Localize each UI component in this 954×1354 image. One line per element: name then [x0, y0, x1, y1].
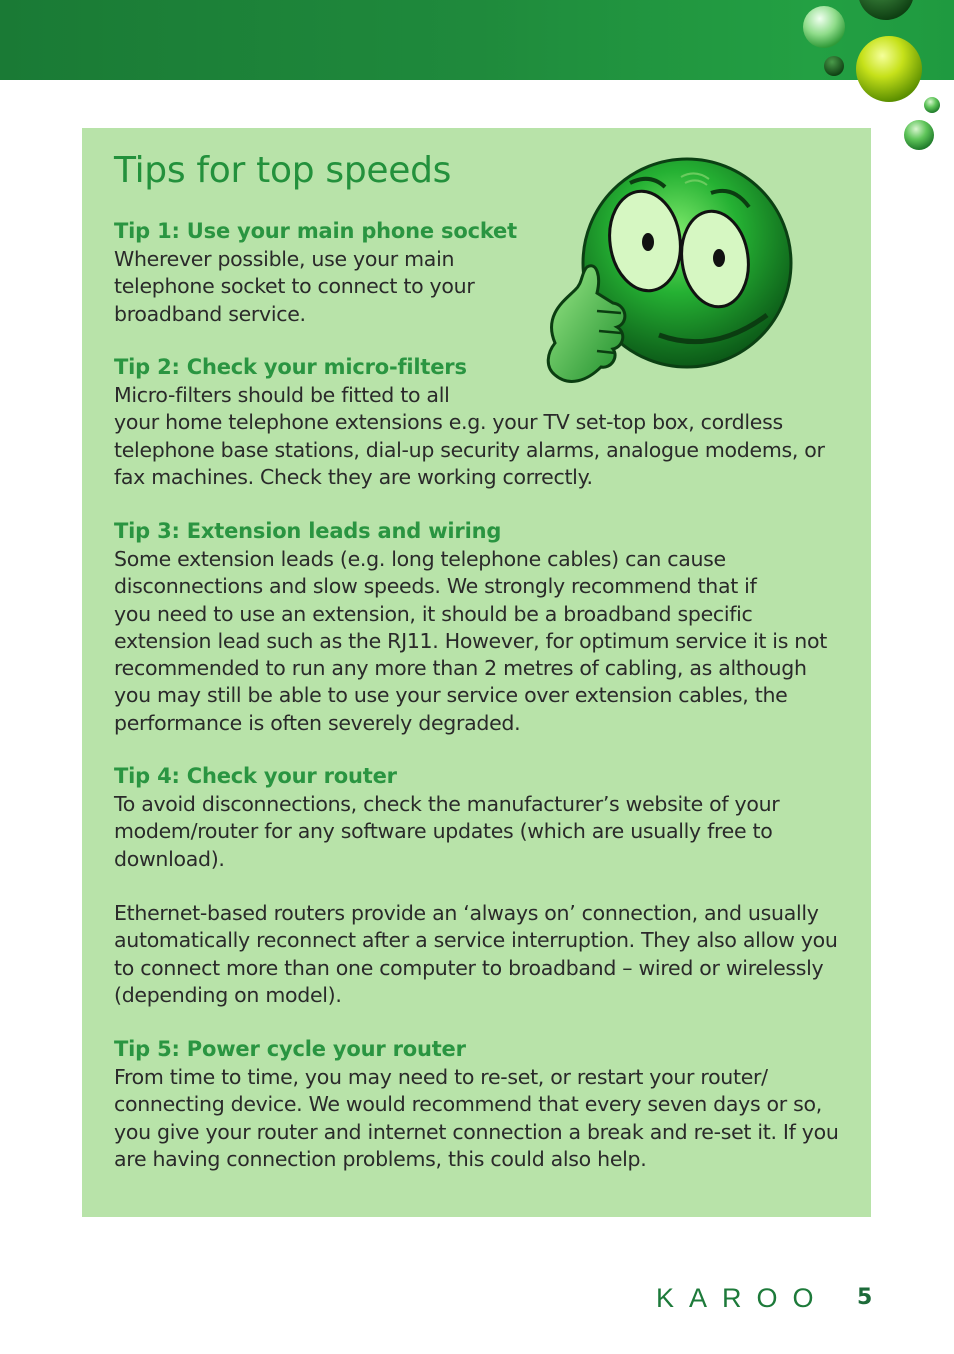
- tip-4-line-2: modem/router for any software updates (which are usually free to: [114, 819, 773, 844]
- tip-5-line-2: connecting device. We would recommend that every seven days or so,: [114, 1092, 822, 1117]
- tip-2-line-3: telephone base stations, dial-up security alarms, analogue modems, or: [114, 437, 825, 462]
- tip-2-line-2: your home telephone extensions e.g. your TV set-top box, cordless: [114, 410, 783, 435]
- tip-2-heading: Tip 2: Check your micro-filters: [114, 355, 467, 379]
- tip-1-body: [114, 246, 474, 328]
- tip-3-line-5: recommended to run any more than 2 metres of cabling, as although: [114, 656, 807, 681]
- tip-4-extra-line-3: to connect more than one computer to broadband – wired or wirelessly: [114, 955, 824, 980]
- tip-3-line-1: Some extension leads (e.g. long telephone cables) can cause: [114, 547, 726, 571]
- tip-4-heading: Tip 4: Check your router: [114, 764, 397, 788]
- tip-4-line-3: download).: [114, 846, 225, 871]
- tip-2-body: [114, 382, 825, 491]
- tip-4-line-1: To avoid disconnections, check the manufacturer’s website of your: [114, 792, 780, 816]
- tip-1-line-3: broadband service.: [114, 301, 306, 326]
- tip-3-line-3: you need to use an extension, it should be a broadband specific: [114, 601, 753, 626]
- tip-3-line-4: extension lead such as the RJ11. However, for optimum service it is not: [114, 628, 827, 653]
- tip-1-heading: Tip 1: Use your main phone socket: [114, 219, 517, 243]
- thumbs-up-smiley-icon: [535, 155, 795, 395]
- page-title: Tips for top speeds: [114, 150, 452, 191]
- tip-2-line-1: Micro-filters should be fitted to all: [114, 383, 450, 407]
- tip-3-line-6: you may still be able to use your service over extension cables, the: [114, 683, 788, 708]
- tip-3-line-7: performance is often severely degraded.: [114, 710, 521, 735]
- tip-4-body-extra: [114, 900, 838, 1009]
- tip-5-line-4: are having connection problems, this could also help.: [114, 1146, 647, 1171]
- tip-4-extra-line-2: automatically reconnect after a service interruption. They also allow you: [114, 928, 838, 953]
- tip-4-extra-line-4: (depending on model).: [114, 982, 342, 1007]
- tip-5-line-3: you give your router and internet connection a break and re-set it. If you: [114, 1119, 839, 1144]
- tip-4-extra-line-1: Ethernet-based routers provide an ‘always on’ connection, and usually: [114, 901, 819, 925]
- page-number: 5: [857, 1285, 873, 1310]
- brand-logo: KAROO: [656, 1283, 829, 1313]
- tip-5-heading: Tip 5: Power cycle your router: [114, 1037, 466, 1061]
- tip-3-body: [114, 546, 827, 737]
- tip-1-line-1: Wherever possible, use your main: [114, 247, 455, 271]
- tip-5-body: [114, 1064, 839, 1173]
- tip-3-heading: Tip 3: Extension leads and wiring: [114, 519, 502, 543]
- tip-3-line-2: disconnections and slow speeds. We strongly recommend that if: [114, 574, 757, 599]
- tip-2-line-4: fax machines. Check they are working correctly.: [114, 464, 593, 489]
- tip-4-body: [114, 791, 779, 873]
- tip-5-line-1: From time to time, you may need to re-set, or restart your router/: [114, 1065, 768, 1089]
- tip-1-line-2: telephone socket to connect to your: [114, 274, 475, 299]
